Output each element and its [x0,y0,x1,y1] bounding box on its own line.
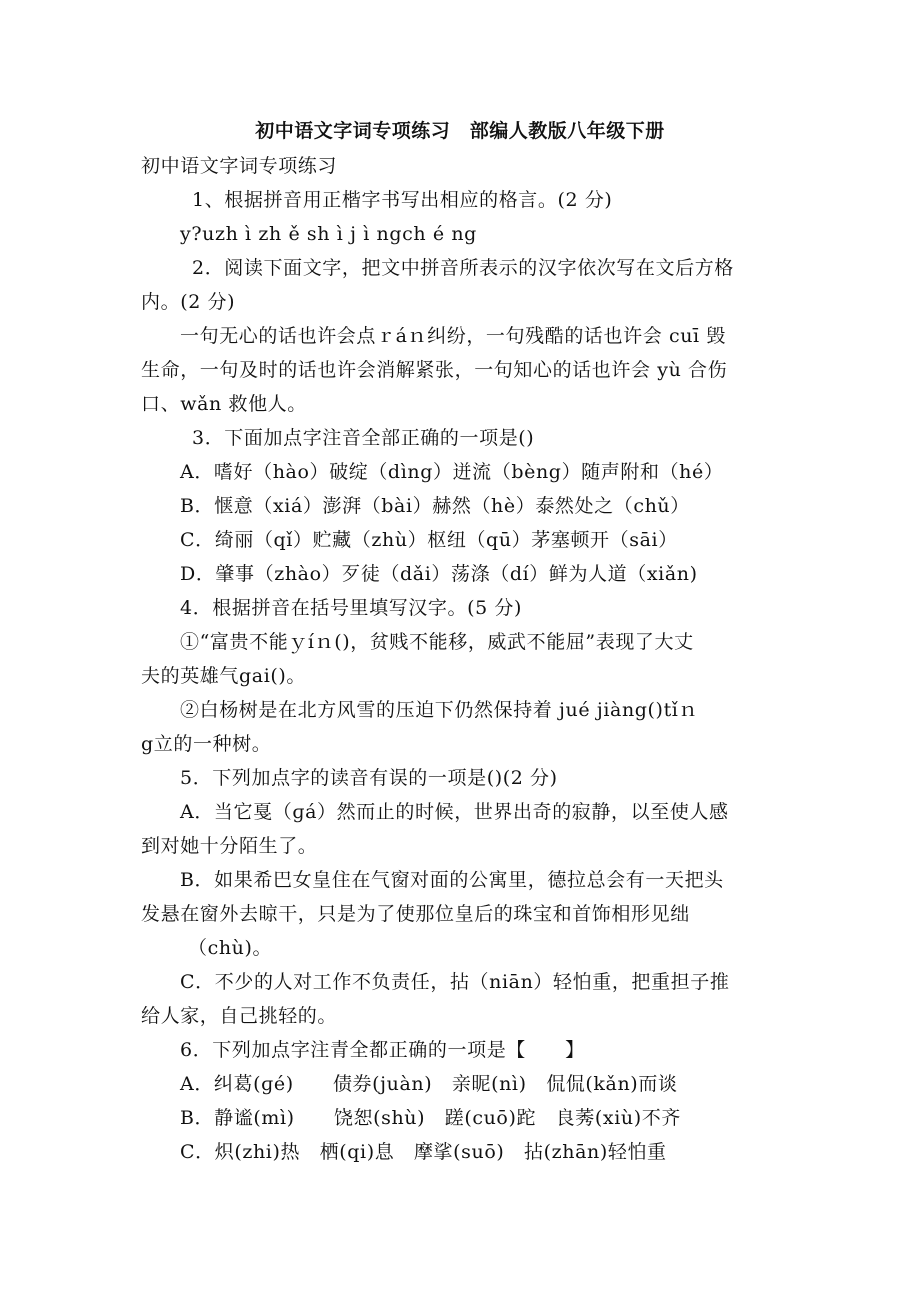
question-3-option-d: D．肇事（zhào）歹徒（dǎi）荡涤（dí）鲜为人道（xiǎn) [180,563,698,585]
question-1-prompt: 1、根据拼音用正楷字书写出相应的格言。(2 分) [192,189,613,211]
question-1-pinyin: y?uzh ì zh ě sh ì j ì ngch é ng [180,223,477,245]
question-2-prompt-cont: 内。(2 分) [141,291,236,313]
question-4-prompt: 4．根据拼音在括号里填写汉字。(5 分) [180,597,523,619]
question-5-option-b: B．如果希巴女皇住在气窗对面的公寓里，德拉总会有一天把头 [180,869,724,891]
question-2-passage: 一句无心的话也许会点ｒáｎ纠纷，一句残酷的话也许会 cuī 毁 [180,325,726,347]
question-5-prompt: 5．下列加点字的读音有误的一项是()(2 分) [180,767,558,789]
question-5-option-a-cont: 到对她十分陌生了。 [141,835,318,857]
question-4-item-1-cont: 夫的英雄气gai()。 [141,665,306,687]
question-4-item-2: ②白杨树是在北方风雪的压迫下仍然保持着 jué jiàng()tǐｎ [180,699,699,721]
question-6-option-b: B．静谧(mì) 饶恕(shù) 蹉(cuō)跎 良莠(xiù)不齐 [180,1107,681,1129]
question-3-prompt: 3．下面加点字注音全部正确的一项是() [192,427,535,449]
question-6-option-a: A．纠葛(ɡé) 债券(juàn) 亲昵(nì) 侃侃(kǎn)而谈 [180,1073,678,1095]
question-5-option-b-cont: 发悬在窗外去晾干，只是为了使那位皇后的珠宝和首饰相形见绌 [141,903,690,925]
document-title: 初中语文字词专项练习 部编人教版八年级下册 [255,120,665,142]
question-4-item-2-cont: g立的一种树。 [141,733,272,755]
question-5-option-c-cont: 给人家，自己挑轻的。 [141,1005,338,1027]
question-5-option-a: A．当它戛（ɡá）然而止的时候，世界出奇的寂静，以至使人感 [180,801,729,823]
question-5-option-b-end: （chù)。 [188,937,273,959]
question-2-passage-end: 口、wǎn 救他人。 [141,393,307,415]
document-subtitle: 初中语文字词专项练习 [141,155,338,177]
question-5-option-c: C．不少的人对工作不负责任，拈（niān）轻怕重，把重担子推 [180,971,730,993]
question-2-passage-cont: 生命，一句及时的话也许会消解紧张，一句知心的话也许会 yù 合伤 [141,359,728,381]
question-4-item-1: ①“富贵不能ｙíｎ()，贫贱不能移，威武不能屈”表现了大丈 [180,631,694,653]
question-3-option-a: A．嗜好（hào）破绽（dìng）迸流（bèng）随声附和（hé） [180,461,724,483]
question-6-option-c: C．炽(zhi)热 栖(qi)息 摩挲(suō) 拈(zhān)轻怕重 [180,1141,667,1163]
question-2-prompt: 2．阅读下面文字，把文中拼音所表示的汉字依次写在文后方格 [192,257,734,279]
question-3-option-c: C．绮丽（qǐ）贮藏（zhù）枢纽（qū）茅塞顿开（sāi） [180,529,678,551]
question-3-option-b: B．惬意（xiá）澎湃（bài）赫然（hè）泰然处之（chǔ） [180,495,690,517]
question-6-prompt: 6．下列加点字注青全都正确的一项是【 】 [180,1039,585,1061]
